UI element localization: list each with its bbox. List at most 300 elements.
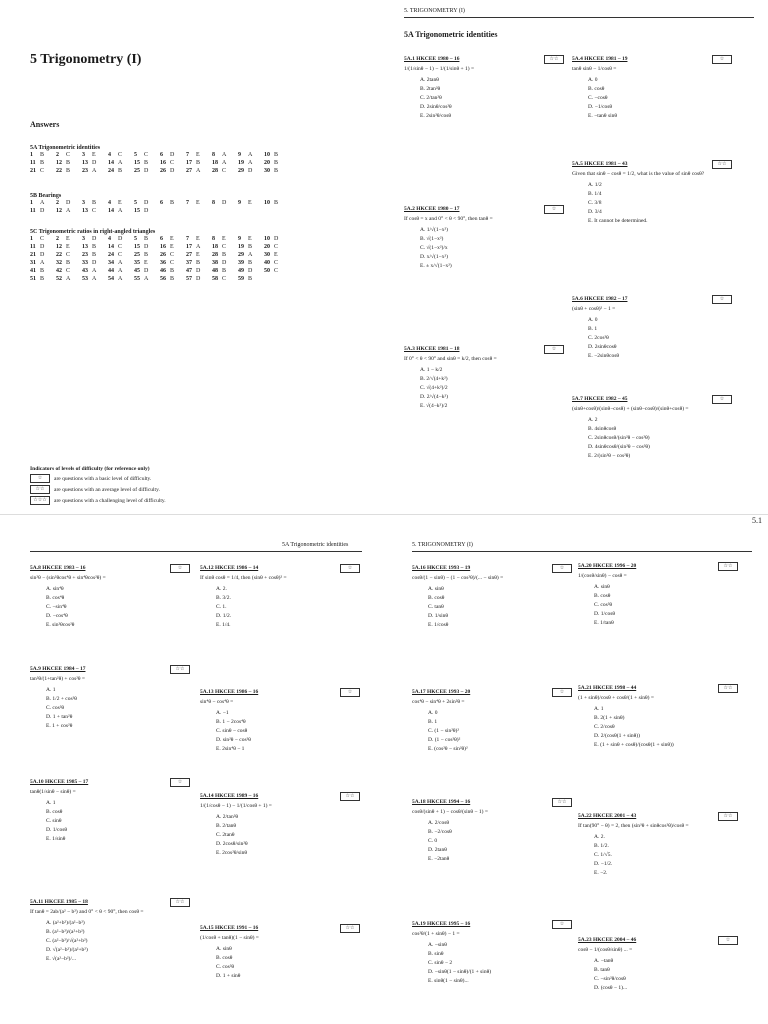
- answer-option: B. 1: [428, 719, 438, 725]
- answer-option: B. cosθ: [428, 595, 445, 601]
- answer-option: C. (1 − sin²θ)²: [428, 728, 460, 734]
- answer-cell: E: [170, 244, 174, 250]
- legend-row: [30, 485, 166, 494]
- question-stem: If 0° < θ < 90° and sinθ = k/2, then cosθ =: [404, 356, 497, 362]
- question-id: 5A.8 HKCEE 1983 – 16: [30, 565, 86, 571]
- difficulty-star-icon: ☆: [170, 778, 190, 787]
- question-header: [404, 205, 564, 214]
- answer-option: B. −2/cosθ: [428, 829, 452, 835]
- answer-option: E. sinθ(1 − sinθ)...: [428, 978, 469, 984]
- difficulty-star-icon: ☆☆: [712, 160, 732, 169]
- legend-row: [30, 496, 166, 505]
- question-id: 5A.22 HKCEE 2001 – 43: [578, 813, 637, 819]
- answer-option: D. x/√(1−x²): [420, 254, 448, 260]
- answer-cell: 17: [186, 244, 192, 250]
- question-id: 5A.12 HKCEE 1986 – 14: [200, 565, 259, 571]
- answer-cell: 5: [134, 152, 137, 158]
- header-rule: [30, 551, 362, 552]
- answer-cell: C: [66, 252, 71, 258]
- answer-option: C. √(1−x²)/x: [420, 245, 448, 251]
- answer-cell: A: [118, 268, 123, 274]
- answer-cell: B: [144, 236, 149, 242]
- question-stem: cos⁴θ − sin⁴θ + 2sin²θ =: [412, 699, 465, 705]
- answer-cell: E: [222, 236, 226, 242]
- answer-option: E. √(a²−b²)/...: [46, 956, 77, 962]
- answer-option: E. 1/tanθ: [594, 620, 614, 626]
- answer-option: A. sinθ: [216, 946, 232, 952]
- answer-option: D. 2/(cosθ(1 + sinθ)): [594, 733, 640, 739]
- answer-cell: 35: [134, 260, 140, 266]
- answer-cell: E: [196, 152, 200, 158]
- answer-cell: E: [118, 200, 122, 206]
- answer-option: A. 1: [46, 687, 56, 693]
- running-head: 5A Trigonometric identities: [282, 542, 349, 548]
- answer-option: D. 2tanθ: [428, 847, 447, 853]
- answer-option: A. −tanθ: [594, 958, 614, 964]
- answer-cell: D: [144, 200, 149, 206]
- answer-cell: D: [118, 236, 123, 242]
- answer-cell: 16: [160, 244, 166, 250]
- answer-cell: 11: [30, 208, 36, 214]
- answer-cell: B: [92, 200, 97, 206]
- question-stem: 1/(1/cosθ − 1) − 1/(1/cosθ + 1) =: [200, 803, 272, 809]
- answer-cell: B: [66, 260, 71, 266]
- question-item: [412, 798, 572, 864]
- question-stem: tanθ sinθ − 1/cosθ =: [572, 66, 617, 72]
- answer-cell: 52: [56, 276, 62, 282]
- legend-text: are questions with an average level of difficulty.: [54, 486, 160, 493]
- answer-cell: 4: [108, 200, 111, 206]
- answer-cell: 20: [264, 160, 270, 166]
- answer-cell: C: [170, 260, 175, 266]
- answer-row: [30, 243, 290, 251]
- question-item: [200, 564, 360, 630]
- page-answers: [0, 0, 384, 512]
- answer-cell: 49: [238, 268, 244, 274]
- answer-cell: 15: [134, 160, 140, 166]
- answer-cell: 43: [82, 268, 88, 274]
- answer-cell: 38: [212, 260, 218, 266]
- question-item: [578, 936, 738, 993]
- answer-option: E. −2.: [594, 870, 608, 876]
- answer-option: C. 2sinθcosθ/(sin²θ − cos²θ): [588, 435, 650, 441]
- answer-cell: A: [144, 276, 149, 282]
- answer-option: B. 2tan²θ: [420, 86, 441, 92]
- answer-cell: A: [92, 168, 97, 174]
- answer-option: C. √(4+k²)/2: [420, 385, 448, 391]
- answer-cell: 42: [56, 268, 62, 274]
- answer-cell: 6: [160, 152, 163, 158]
- answer-cell: 28: [212, 168, 218, 174]
- answer-cell: B: [144, 252, 149, 258]
- question-header: [412, 688, 572, 697]
- answer-cell: 57: [186, 276, 192, 282]
- question-stem: cos²θ/(1 + sinθ) − 1 =: [412, 931, 460, 937]
- answer-option: D. 2sinθ/cos²θ: [420, 104, 452, 110]
- answer-option: A. 1: [594, 706, 604, 712]
- question-id: 5A.23 HKCEE 2004 – 46: [578, 937, 637, 943]
- answer-cell: 3: [82, 152, 85, 158]
- question-stem: 1/(cosθ/sinθ) − cosθ =: [578, 573, 627, 579]
- question-header: [404, 345, 564, 354]
- answer-cell: B: [222, 252, 227, 258]
- answer-option: D. 2/√(4−k²): [420, 394, 448, 400]
- answer-cell: 37: [186, 260, 192, 266]
- answer-cell: C: [274, 244, 279, 250]
- answer-option: D. 1/cosθ: [594, 611, 615, 617]
- question-stem: (sinθ+cosθ)/(sinθ−cosθ) + (sinθ−cosθ)/(sinθ+cosθ) =: [572, 406, 689, 412]
- answer-option: B. tanθ: [594, 967, 610, 973]
- question-id: 5A.10 HKCEE 1985 – 17: [30, 779, 89, 785]
- answer-option: B. 3/2.: [216, 595, 231, 601]
- question-item: [412, 564, 572, 630]
- answer-cell: 48: [212, 268, 218, 274]
- answer-option: D. −1/2.: [594, 861, 613, 867]
- answer-option: A. 2.: [594, 834, 605, 840]
- answer-cell: C: [222, 168, 227, 174]
- question-id: 5A.7 HKCEE 1982 – 45: [572, 396, 628, 402]
- answer-cell: E: [144, 260, 148, 266]
- question-item: [30, 778, 190, 844]
- header-rule: [404, 17, 754, 18]
- answer-cell: D: [248, 268, 253, 274]
- answer-option: A. 1: [46, 800, 56, 806]
- difficulty-star-icon: ☆: [712, 55, 732, 64]
- answer-cell: 29: [238, 252, 244, 258]
- answer-cell: 2: [56, 236, 59, 242]
- answer-cell: A: [92, 268, 97, 274]
- answer-block-title: 5C Trigonometric ratios in right-angled triangles: [30, 229, 156, 235]
- answer-cell: B: [40, 276, 45, 282]
- answer-row: [30, 159, 290, 167]
- question-stem: (sinθ + cosθ)² − 1 =: [572, 306, 616, 312]
- answer-option: B. 4sinθcosθ: [588, 426, 617, 432]
- answer-cell: 7: [186, 200, 189, 206]
- legend-text: are questions with a basic level of difficulty.: [54, 475, 152, 482]
- answer-block: [30, 193, 290, 215]
- question-header: [200, 564, 360, 573]
- question-id: 5A.5 HKCEE 1981 – 43: [572, 161, 628, 167]
- answer-cell: D: [196, 276, 201, 282]
- question-stem: Given that sinθ − cosθ = 1/2, what is the value of sinθ cosθ?: [572, 171, 705, 177]
- question-header: [30, 665, 190, 674]
- difficulty-star-icon: ☆: [712, 395, 732, 404]
- question-header: [572, 55, 732, 64]
- answer-cell: 9: [238, 200, 241, 206]
- question-header: [572, 160, 732, 169]
- running-head: 5. TRIGONOMETRY (I): [404, 8, 465, 14]
- answer-cell: 45: [134, 268, 140, 274]
- answer-cell: E: [66, 244, 70, 250]
- answer-cell: B: [170, 276, 175, 282]
- answer-cell: B: [40, 268, 45, 274]
- answer-option: E. It cannot be determined.: [588, 218, 648, 224]
- question-stem: If cosθ = x and 0° < θ < 90°, then tanθ =: [404, 216, 493, 222]
- question-id: 5A.4 HKCEE 1981 – 19: [572, 56, 628, 62]
- difficulty-star-icon: ☆: [30, 474, 50, 483]
- question-stem: cosθ/(1 − sinθ) − (1 − cos²θ)/(... − sinθ) =: [412, 575, 504, 581]
- answer-block: [30, 229, 290, 283]
- answer-cell: A: [118, 276, 123, 282]
- answer-cell: 15: [134, 244, 140, 250]
- difficulty-star-icon: ☆: [712, 295, 732, 304]
- answer-cell: 6: [160, 200, 163, 206]
- answer-cell: D: [248, 168, 253, 174]
- question-stem: (1 + sinθ)/cosθ + cosθ/(1 + sinθ) =: [578, 695, 654, 701]
- answer-cell: D: [222, 260, 227, 266]
- question-item: [404, 205, 564, 271]
- answer-cell: C: [66, 152, 71, 158]
- question-header: [404, 55, 564, 64]
- answer-cell: 7: [186, 236, 189, 242]
- question-item: [578, 562, 738, 628]
- answer-option: E. ± x/√(1−x²): [420, 263, 452, 269]
- answer-cell: B: [92, 244, 97, 250]
- answer-option: D. 1/2.: [216, 613, 232, 619]
- answer-option: E. 1/cosθ: [428, 622, 449, 628]
- question-header: [412, 920, 572, 929]
- answer-cell: 2: [56, 200, 59, 206]
- answer-cell: 4: [108, 152, 111, 158]
- answer-cell: A: [92, 276, 97, 282]
- answer-option: E. −2sinθcosθ: [588, 353, 619, 359]
- answer-option: D. 1/cosθ: [46, 827, 67, 833]
- answer-cell: D: [40, 252, 45, 258]
- answer-cell: B: [248, 244, 253, 250]
- answer-cell: 3: [82, 236, 85, 242]
- answer-cell: 41: [30, 268, 36, 274]
- answer-cell: 39: [238, 260, 244, 266]
- answer-cell: D: [144, 268, 149, 274]
- answer-cell: D: [144, 208, 149, 214]
- answer-cell: B: [248, 276, 253, 282]
- answer-cell: C: [222, 244, 227, 250]
- answer-option: A. (a²+b²)/(a²−b²): [46, 920, 85, 926]
- question-item: [412, 920, 572, 986]
- answer-cell: 12: [56, 244, 62, 250]
- answer-option: E. 1/sinθ: [46, 836, 66, 842]
- answer-cell: 28: [212, 252, 218, 258]
- answer-cell: D: [144, 168, 149, 174]
- answer-cell: B: [170, 268, 175, 274]
- answer-cell: D: [40, 208, 45, 214]
- difficulty-star-icon: ☆☆: [170, 665, 190, 674]
- question-item: [200, 792, 360, 858]
- answer-cell: B: [40, 152, 45, 158]
- question-id: 5A.15 HKCEE 1991 – 16: [200, 925, 259, 931]
- answer-option: A. 2/tan²θ: [216, 814, 239, 820]
- answer-option: A. 2: [588, 417, 598, 423]
- difficulty-star-icon: ☆: [552, 920, 572, 929]
- answer-option: A. sinθ: [594, 584, 610, 590]
- answer-cell: 3: [82, 200, 85, 206]
- question-stem: cosθ − 1/(cosθ/sinθ) ... =: [578, 947, 633, 953]
- question-id: 5A.11 HKCEE 1985 – 18: [30, 899, 88, 905]
- question-item: [572, 295, 732, 361]
- answer-cell: C: [92, 208, 97, 214]
- answer-cell: B: [274, 152, 279, 158]
- answer-option: D. 4sinθcosθ/(sin²θ − cos²θ): [588, 444, 650, 450]
- answer-cell: 25: [134, 252, 140, 258]
- answer-option: C. 2/tan²θ: [420, 95, 442, 101]
- answer-cell: A: [118, 208, 123, 214]
- answer-option: C. cos²θ: [46, 705, 65, 711]
- answer-option: E. 2sin²θ/cosθ: [420, 113, 452, 119]
- difficulty-star-icon: ☆: [544, 205, 564, 214]
- answer-option: B. sinθ: [428, 951, 444, 957]
- answer-option: C. 1/√5.: [594, 852, 612, 858]
- difficulty-star-icon: ☆☆: [718, 562, 738, 571]
- answer-cell: 53: [82, 276, 88, 282]
- answer-cell: A: [66, 276, 71, 282]
- answer-cell: E: [66, 236, 70, 242]
- legend-text: are questions with a challenging level of difficulty.: [54, 497, 166, 504]
- answer-cell: 51: [30, 276, 36, 282]
- difficulty-star-icon: ☆☆: [552, 798, 572, 807]
- answer-option: B. 2/tanθ: [216, 823, 237, 829]
- answer-cell: 24: [108, 252, 114, 258]
- difficulty-star-icon: ☆☆: [170, 898, 190, 907]
- answer-cell: 55: [134, 276, 140, 282]
- chapter-title: 5 Trigonometry (I): [30, 52, 142, 67]
- answer-option: A. sinθ: [428, 586, 444, 592]
- answer-cell: E: [248, 236, 252, 242]
- answer-cell: 12: [56, 160, 62, 166]
- answer-option: A. 0: [428, 710, 438, 716]
- answer-cell: 7: [186, 152, 189, 158]
- answer-option: E. −2tanθ: [428, 856, 450, 862]
- answer-cell: A: [248, 252, 253, 258]
- answer-option: B. 1: [588, 326, 598, 332]
- answer-cell: 8: [212, 236, 215, 242]
- answer-option: A. 1/2: [588, 182, 602, 188]
- answer-cell: A: [196, 168, 201, 174]
- answers-heading: Answers: [30, 120, 60, 129]
- answer-cell: D: [92, 236, 97, 242]
- answer-cell: 14: [108, 160, 114, 166]
- answer-option: A. −1: [216, 710, 229, 716]
- difficulty-star-icon: ☆: [718, 936, 738, 945]
- answer-option: C. (a²−b²)/√(a²+b²): [46, 938, 88, 944]
- answer-cell: 36: [160, 260, 166, 266]
- difficulty-star-icon: ☆: [170, 564, 190, 573]
- question-header: [572, 395, 732, 404]
- question-header: [578, 684, 738, 693]
- answer-cell: A: [196, 244, 201, 250]
- answer-cell: 19: [238, 160, 244, 166]
- question-id: 5A.20 HKCEE 1996 – 20: [578, 563, 637, 569]
- question-id: 5A.6 HKCEE 1982 – 17: [572, 296, 628, 302]
- question-id: 5A.3 HKCEE 1981 – 18: [404, 346, 460, 352]
- answer-cell: 46: [160, 268, 166, 274]
- answer-cell: A: [40, 200, 45, 206]
- answer-option: A. 1/√(1−x²): [420, 227, 448, 233]
- answer-cell: 8: [212, 152, 215, 158]
- answer-cell: 58: [212, 276, 218, 282]
- question-id: 5A.19 HKCEE 1995 – 16: [412, 921, 471, 927]
- answer-cell: D: [92, 260, 97, 266]
- answer-option: C. 2tanθ: [216, 832, 235, 838]
- question-stem: If tanθ = 2ab/(a² − b²) and 0° < θ < 90°, then cosθ =: [30, 909, 144, 915]
- question-item: [404, 345, 564, 411]
- answer-row: [30, 251, 290, 259]
- answer-cell: B: [248, 260, 253, 266]
- answer-cell: 30: [264, 168, 270, 174]
- answer-cell: 24: [108, 168, 114, 174]
- answer-row: [30, 235, 290, 243]
- difficulty-star-icon: ☆: [340, 688, 360, 697]
- answer-option: E. 1/4.: [216, 622, 231, 628]
- answer-option: E. 1 + cos²θ: [46, 723, 73, 729]
- answer-cell: 10: [264, 236, 270, 242]
- answer-option: D. 1 + sinθ: [216, 973, 241, 979]
- question-stem: tan²θ/(1+tan²θ) + cos²θ =: [30, 676, 85, 682]
- answer-cell: 21: [30, 252, 36, 258]
- question-header: [578, 812, 738, 821]
- answer-option: E. (cos²θ − sin²θ)²: [428, 746, 468, 752]
- answer-cell: 14: [108, 208, 114, 214]
- question-header: [200, 792, 360, 801]
- question-item: [572, 55, 732, 121]
- question-item: [30, 564, 190, 630]
- answer-cell: D: [170, 152, 175, 158]
- answer-cell: 9: [238, 152, 241, 158]
- answer-row: [30, 267, 290, 275]
- answer-cell: 26: [160, 252, 166, 258]
- answer-cell: C: [118, 152, 123, 158]
- question-stem: sin²θ − (sin²θcos⁴θ + sin⁴θcos²θ) =: [30, 575, 106, 581]
- answer-cell: B: [196, 260, 201, 266]
- answer-cell: 9: [238, 236, 241, 242]
- answer-option: C. 1.: [216, 604, 227, 610]
- question-id: 5A.17 HKCEE 1993 – 20: [412, 689, 471, 695]
- answer-cell: B: [92, 252, 97, 258]
- question-item: [30, 665, 190, 731]
- difficulty-star-icon: ☆: [552, 688, 572, 697]
- answer-option: C. cos²θ: [594, 602, 613, 608]
- answer-cell: B: [222, 268, 227, 274]
- answer-row: [30, 199, 290, 207]
- page-number: 5.1: [752, 516, 762, 525]
- question-item: [578, 812, 738, 878]
- answer-cell: 27: [186, 168, 192, 174]
- answer-option: C. sinθ − cosθ: [216, 728, 248, 734]
- answer-cell: D: [274, 236, 279, 242]
- answer-cell: 6: [160, 236, 163, 242]
- answer-option: A. 2tanθ: [420, 77, 439, 83]
- answer-cell: 47: [186, 268, 192, 274]
- answer-cell: B: [274, 160, 279, 166]
- answer-option: E. (1 + sinθ + cosθ)/(cosθ(1 + sinθ)): [594, 742, 674, 748]
- answer-cell: 25: [134, 168, 140, 174]
- answer-cell: E: [92, 152, 96, 158]
- answer-cell: 13: [82, 160, 88, 166]
- question-header: [200, 688, 360, 697]
- answer-cell: D: [40, 244, 45, 250]
- answer-cell: C: [66, 268, 71, 274]
- answer-block-title: 5A Trigonometric identities: [30, 145, 101, 151]
- answer-row: [30, 275, 290, 283]
- answer-option: C. tanθ: [428, 604, 444, 610]
- answer-cell: 11: [30, 244, 36, 250]
- question-item: [404, 55, 564, 121]
- question-item: [412, 688, 572, 754]
- answer-option: C. sinθ − 2: [428, 960, 453, 966]
- difficulty-star-icon: ☆☆: [718, 812, 738, 821]
- answer-option: C. 0: [428, 838, 438, 844]
- answer-option: A. 1 − k/2: [420, 367, 443, 373]
- question-item: [572, 395, 732, 461]
